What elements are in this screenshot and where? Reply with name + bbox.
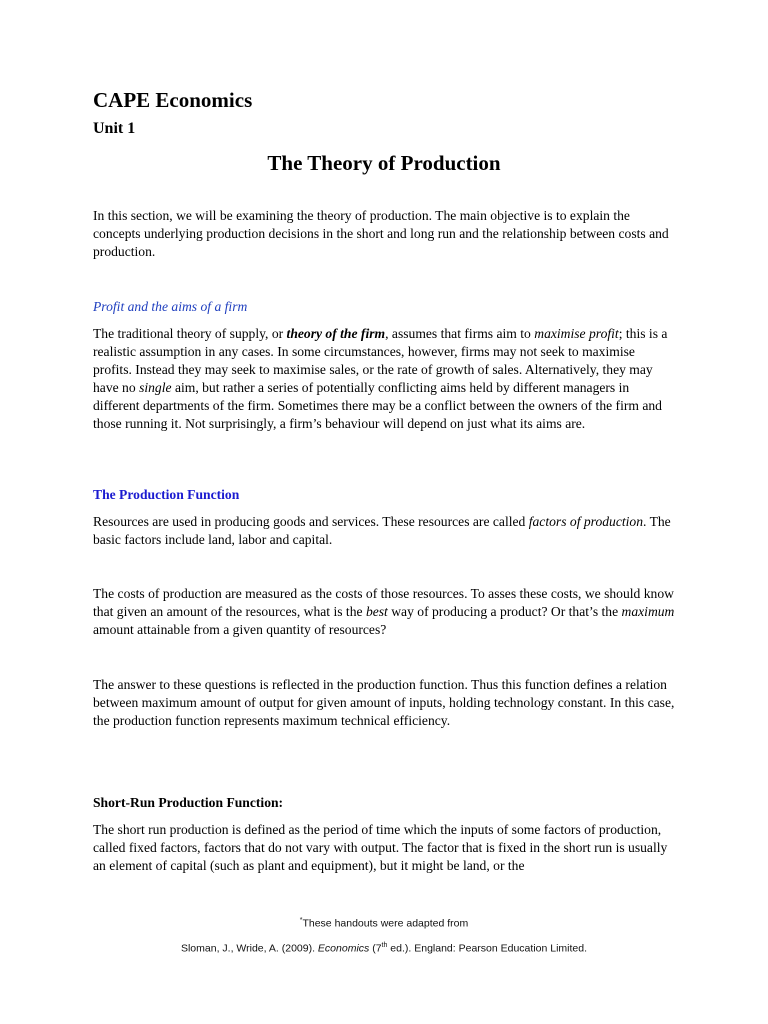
page-title: The Theory of Production <box>267 151 501 175</box>
emphasis-best: best <box>365 604 388 619</box>
emphasis-factors-of-production: factors of production <box>528 514 644 529</box>
emphasis-maximum: maximum <box>621 604 675 619</box>
short-run-heading: Short-Run Production Function: <box>93 795 284 810</box>
footnote-text: These handouts were adapted from <box>302 917 469 930</box>
footnote <box>0 917 768 930</box>
course-heading: CAPE Economics <box>93 88 253 112</box>
unit-heading: Unit 1 <box>93 120 136 137</box>
production-heading-block <box>93 486 675 504</box>
production-paragraph-3: The answer to these questions is reflected in the production function. Thus this function defines a relation between maximum amount of output for given amount of inputs, holding technology constant. In this case, the production function represents maximum technical efficiency. <box>93 677 675 728</box>
production-paragraph-1 <box>93 513 675 549</box>
emphasis-theory-of-firm: theory of the firm <box>286 326 386 341</box>
citation-book-title: Economics <box>317 942 370 955</box>
citation-authors: Sloman, J., Wride, A. (2009). <box>180 942 318 955</box>
text-run: amount attainable from a given quantity of resources? <box>93 622 387 637</box>
intro-block <box>93 207 675 261</box>
production-block-2 <box>93 585 675 639</box>
profit-block <box>93 325 675 433</box>
citation-publisher: ed.). England: Pearson Education Limited. <box>387 942 588 955</box>
short-run-block <box>93 821 675 875</box>
text-run: Resources are used in producing goods and services. These resources are called <box>93 514 529 529</box>
text-run: way of producing a product? Or that’s the <box>387 604 622 619</box>
citation <box>0 942 768 955</box>
production-paragraph-2 <box>93 585 675 639</box>
production-block-3 <box>93 676 675 730</box>
text-run: The traditional theory of supply, or <box>93 326 287 341</box>
production-function-heading: The Production Function <box>93 487 240 502</box>
citation-superscript: th <box>381 942 388 949</box>
text-run: aim, but rather a series of potentially conflicting aims held by different managers in different departments of the firm. Sometimes there may be a conflict between the owners of the firm and those running it. Not surprisingly, a firm’s behaviour will depend on just what its aims are. <box>93 380 662 431</box>
profit-heading: Profit and the aims of a firm <box>93 299 248 314</box>
citation-edition: (7 <box>369 942 382 955</box>
text-run: , assumes that firms aim to <box>385 326 535 341</box>
footnote-mark: * <box>299 917 303 924</box>
profit-heading-block <box>93 298 675 316</box>
short-run-paragraph: The short run production is defined as the period of time which the inputs of some factors of production, called fixed factors, factors that do not vary with output. The factor that is fixed in the short run is usually an element of capital (such as plant and equipment), but it might be land, or the <box>93 822 668 873</box>
intro-paragraph: In this section, we will be examining the theory of production. The main objective is to explain the concepts underlying production decisions in the short and long run and the relationship between costs and production. <box>93 208 669 259</box>
emphasis-single: single <box>139 380 172 395</box>
text-run: ; this is a realistic assumption in any cases. In some circumstances, however, firms may not seek to maximise profits. Instead they may seek to maximise sales, or the rate of growth of sales. Alternatively, they may have no <box>93 326 668 395</box>
short-run-heading-block <box>93 794 675 812</box>
text-run: . The basic factors include land, labor and capital. <box>93 514 671 547</box>
profit-paragraph <box>93 325 675 433</box>
text-run: The costs of production are measured as the costs of those resources. To asses these costs, we should know that given an amount of the resources, what is the <box>93 586 674 619</box>
emphasis-maximise-profit: maximise profit <box>534 326 619 341</box>
production-block-1 <box>93 513 675 549</box>
